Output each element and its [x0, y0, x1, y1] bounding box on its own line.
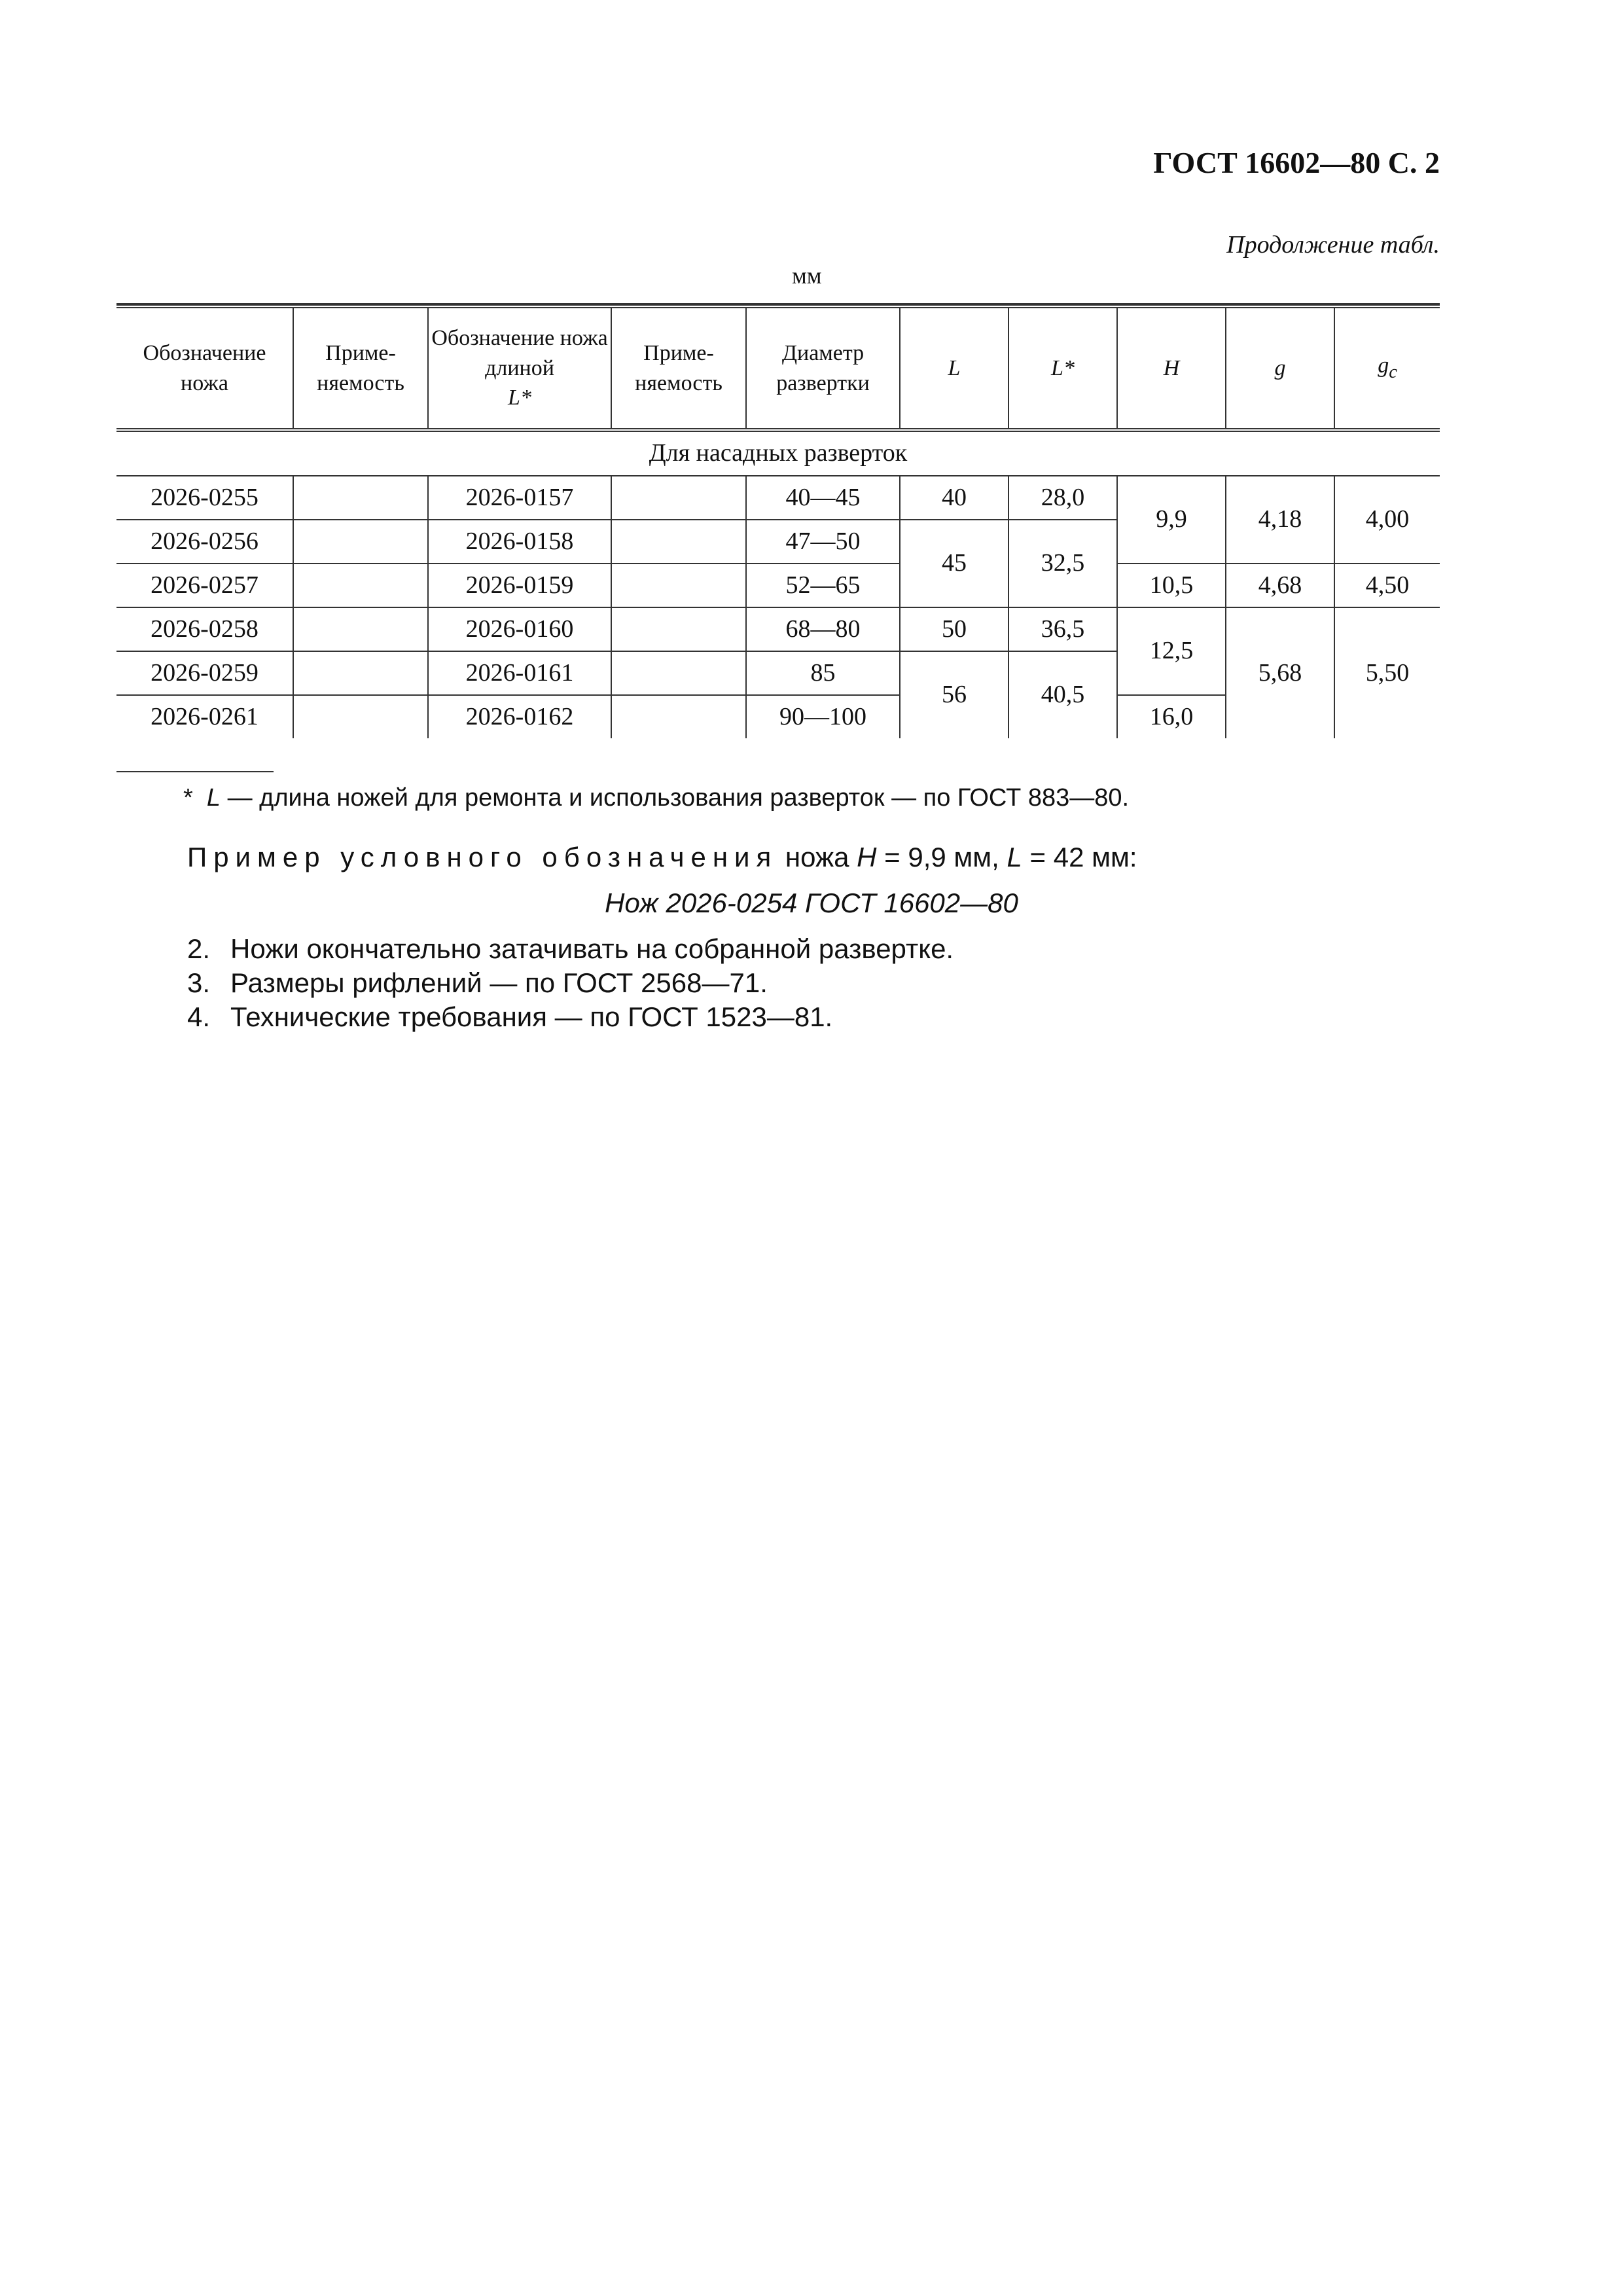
header-L-star: L* [1008, 306, 1117, 430]
cell-applicability [293, 564, 428, 607]
cell-diameter: 90—100 [746, 695, 900, 738]
footnote-text: — длина ножей для ремонта и использования разверток — по ГОСТ 883—80. [221, 784, 1130, 812]
cell-diameter: 47—50 [746, 520, 900, 564]
list-item [187, 966, 954, 1000]
table-row [116, 607, 1440, 651]
example-text-a: ножа [777, 842, 857, 872]
header-knife-code-length [428, 306, 611, 430]
cell-code-l: 2026-0159 [428, 564, 611, 607]
cell-diameter: 68—80 [746, 607, 900, 651]
cell-gc: 5,50 [1334, 607, 1440, 738]
cell-code: 2026-0261 [116, 695, 293, 738]
example-text-b: = 9,9 мм, [876, 842, 1007, 872]
footnote-marker: * [183, 784, 193, 812]
cell-code: 2026-0258 [116, 607, 293, 651]
cell-L: 50 [900, 607, 1008, 651]
table-header-row [116, 306, 1440, 430]
cell-code: 2026-0259 [116, 651, 293, 695]
cell-L-star: 36,5 [1008, 607, 1117, 651]
note-text: Ножи окончательно затачивать на собранной развертке. [230, 933, 954, 964]
section-title: Для насадных разверток [116, 430, 1440, 476]
note-number: 3. [187, 967, 211, 998]
header-knife-code-length-text: Обозначение ножа длиной [431, 325, 608, 380]
cell-L: 45 [900, 520, 1008, 607]
table-section-row [116, 430, 1440, 476]
cell-gc: 4,50 [1334, 564, 1440, 607]
cell-g: 5,68 [1226, 607, 1334, 738]
table-row [116, 476, 1440, 520]
cell-diameter: 52—65 [746, 564, 900, 607]
cell-applicability-2 [611, 607, 746, 651]
header-applicability-2: Приме- няемость [611, 306, 746, 430]
list-item [187, 932, 954, 966]
cell-code-l: 2026-0157 [428, 476, 611, 520]
footnote-variable: L [206, 784, 221, 812]
knife-dimensions-table [116, 303, 1440, 738]
header-g: g [1226, 306, 1334, 430]
cell-code-l: 2026-0158 [428, 520, 611, 564]
header-applicability: Приме- няемость [293, 306, 428, 430]
cell-code: 2026-0256 [116, 520, 293, 564]
notes-list [187, 932, 954, 1034]
example-text-c: = 42 мм: [1022, 842, 1137, 872]
cell-applicability-2 [611, 651, 746, 695]
cell-code-l: 2026-0160 [428, 607, 611, 651]
header-gc-sub: c [1389, 362, 1397, 383]
header-gc [1334, 306, 1440, 430]
cell-code-l: 2026-0161 [428, 651, 611, 695]
example-var-l: L [1007, 842, 1022, 872]
cell-H: 10,5 [1117, 564, 1226, 607]
cell-diameter: 85 [746, 651, 900, 695]
cell-applicability [293, 651, 428, 695]
example-designation: Нож 2026-0254 ГОСТ 16602—80 [605, 888, 1018, 918]
cell-H: 9,9 [1117, 476, 1226, 564]
cell-applicability [293, 520, 428, 564]
header-knife-code-length-var: L* [508, 386, 531, 410]
cell-applicability-2 [611, 695, 746, 738]
cell-diameter: 40—45 [746, 476, 900, 520]
cell-code: 2026-0257 [116, 564, 293, 607]
header-reamer-diameter: Диаметр развертки [746, 306, 900, 430]
cell-L-star: 32,5 [1008, 520, 1117, 607]
cell-L: 56 [900, 651, 1008, 738]
note-number: 4. [187, 1001, 211, 1032]
cell-H: 16,0 [1117, 695, 1226, 738]
footnote-divider [116, 771, 274, 772]
cell-applicability [293, 695, 428, 738]
cell-g: 4,68 [1226, 564, 1334, 607]
footnote [183, 784, 1129, 812]
cell-applicability-2 [611, 476, 746, 520]
cell-L: 40 [900, 476, 1008, 520]
example-var-h: H [857, 842, 877, 872]
cell-L-star: 28,0 [1008, 476, 1117, 520]
header-L: L [900, 306, 1008, 430]
note-text: Размеры рифлений — по ГОСТ 2568—71. [230, 967, 768, 998]
cell-H: 12,5 [1117, 607, 1226, 695]
header-H: H [1117, 306, 1226, 430]
cell-L-star: 40,5 [1008, 651, 1117, 738]
cell-applicability-2 [611, 520, 746, 564]
cell-code: 2026-0255 [116, 476, 293, 520]
note-text: Технические требования — по ГОСТ 1523—81. [230, 1001, 833, 1032]
header-gc-var: g [1378, 353, 1389, 378]
cell-applicability [293, 607, 428, 651]
table-row [116, 564, 1440, 607]
cell-g: 4,18 [1226, 476, 1334, 564]
note-number: 2. [187, 933, 211, 964]
list-item [187, 1000, 954, 1034]
table-continuation-label: Продолжение табл. [1226, 231, 1440, 259]
header-knife-code: Обозначение ножа [116, 306, 293, 430]
cell-applicability-2 [611, 564, 746, 607]
cell-applicability [293, 476, 428, 520]
cell-gc: 4,00 [1334, 476, 1440, 564]
designation-example [187, 842, 1137, 873]
cell-code-l: 2026-0162 [428, 695, 611, 738]
units-label: мм [792, 262, 822, 289]
page-header: ГОСТ 16602—80 С. 2 [1153, 146, 1440, 179]
example-lead: Пример условного обозначения [187, 842, 778, 872]
